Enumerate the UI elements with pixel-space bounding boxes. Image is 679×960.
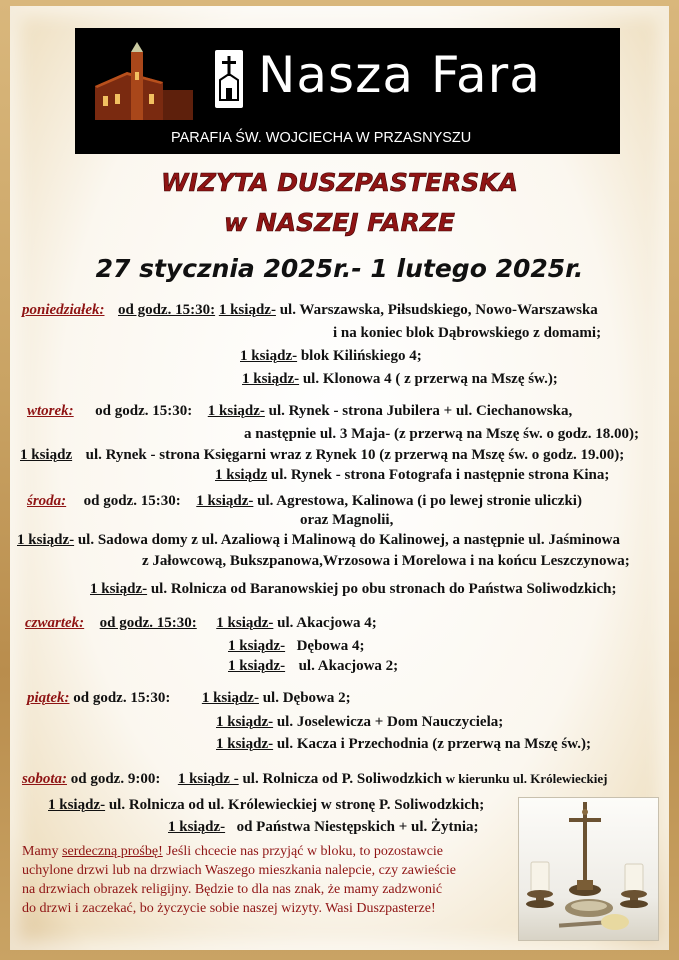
note-line-1a: Mamy	[22, 844, 63, 859]
note-line-2: uchylone drzwi lub na drzwiach Waszego mieszkania nalepcie, czy zawieście	[22, 863, 456, 878]
friday-time: od godz. 15:30:	[73, 690, 171, 706]
monday-priest-3: 1 ksiądz-	[242, 371, 300, 387]
main-subtitle: w NASZEJ FARZE	[224, 208, 455, 237]
note-line-3: na drzwiach obrazek religijny. Będzie to dla nas znak, że mamy zadzwonić	[22, 882, 443, 897]
saturday-route-2: ul. Rolnicza od ul. Królewieckiej w stronę P. Soliwodzkich;	[108, 797, 485, 813]
tuesday-priest-2: 1 ksiądz	[20, 447, 73, 463]
main-title: WIZYTA DUSZPASTERSKA	[161, 168, 518, 197]
saturday-time: od godz. 9:00:	[70, 771, 161, 787]
brand-title: Nasza Fara	[258, 46, 541, 104]
thursday-label: czwartek:	[25, 615, 85, 631]
friday-line-1	[27, 689, 351, 707]
wednesday-line-5	[90, 580, 616, 598]
monday-route-3: ul. Klonowa 4 ( z przerwą na Mszę św.);	[302, 371, 558, 387]
saturday-priest-1: 1 ksiądz -	[177, 771, 239, 787]
saturday-line-2	[48, 796, 484, 814]
date-range: 27 stycznia 2025r.- 1 lutego 2025r.	[95, 254, 584, 283]
friday-route-2: ul. Joselewicza + Dom Nauczyciela;	[276, 714, 504, 730]
parish-emblem-icon	[215, 50, 243, 108]
saturday-priest-3: 1 ksiądz-	[168, 819, 226, 835]
monday-line-4	[242, 370, 558, 388]
thursday-time: od godz. 15:30:	[99, 615, 197, 631]
friday-line-3	[216, 735, 591, 753]
note-line-1	[22, 842, 522, 861]
wednesday-line-1	[27, 492, 582, 510]
thursday-priest-3: 1 ksiądz-	[228, 658, 286, 674]
wednesday-route-2: ul. Sadowa domy z ul. Azaliową i Malinową do Kalinowej, a następnie ul. Jaśminowa	[77, 532, 620, 548]
monday-line-1	[22, 301, 598, 319]
friday-route-3: ul. Kacza i Przechodnia (z przerwą na Mszę św.);	[276, 736, 591, 752]
thursday-line-1	[25, 614, 377, 632]
saturday-label: sobota:	[22, 771, 67, 787]
wednesday-time: od godz. 15:30:	[83, 493, 181, 509]
tuesday-route-1-cont: a następnie ul. 3 Maja- (z przerwą na Mszę św. o godz. 18.00);	[244, 426, 639, 442]
thursday-route-3: ul. Akacjowa 2;	[298, 658, 399, 674]
saturday-route-1-small: w kierunku ul. Królewieckiej	[445, 771, 608, 786]
monday-route-1: ul. Warszawska, Piłsudskiego, Nowo-Warszawska	[279, 302, 598, 318]
thursday-priest-2: 1 ksiądz-	[228, 638, 286, 654]
saturday-route-3: od Państwa Niestępskich + ul. Żytnia;	[236, 819, 479, 835]
wednesday-route-2-cont: z Jałowcową, Bukszpanowa,Wrzosowa i Morelowa i na końcu Leszczynowa;	[142, 553, 630, 569]
tuesday-line-3	[20, 446, 624, 464]
monday-priest-2: 1 ksiądz-	[240, 348, 298, 364]
wednesday-priest-2: 1 ksiądz-	[17, 532, 75, 548]
altar-items-photo	[518, 797, 659, 941]
wednesday-route-1-cont: oraz Magnolii,	[300, 512, 394, 528]
monday-label: poniedziałek:	[22, 302, 105, 318]
thursday-route-1: ul. Akacjowa 4;	[277, 615, 377, 631]
monday-time: od godz. 15:30:	[118, 302, 216, 318]
friday-line-2	[216, 713, 503, 731]
monday-line-3	[240, 347, 422, 365]
tuesday-route-2: ul. Rynek - strona Księgarni wraz z Rynek 10 (z przerwą na Mszę św. o godz. 19.00);	[85, 447, 625, 463]
tuesday-time: od godz. 15:30:	[95, 403, 193, 419]
monday-route-1-cont: i na koniec blok Dąbrowskiego z domami;	[333, 325, 602, 341]
header-banner	[75, 28, 620, 154]
tuesday-route-3: ul. Rynek - strona Fotografa i następnie strona Kina;	[270, 467, 610, 483]
saturday-line-1	[22, 770, 607, 788]
tuesday-line-4	[215, 466, 609, 484]
thursday-line-3	[228, 657, 398, 675]
note-line-4: do drzwi i zaczekać, bo życzycie sobie naszej wizyty. Wasi Duszpasterze!	[22, 901, 436, 916]
monday-priest-1: 1 ksiądz-	[218, 302, 276, 318]
monday-route-2: blok Kilińskiego 4;	[300, 348, 422, 364]
tuesday-priest-1: 1 ksiądz-	[207, 403, 265, 419]
note-request: serdeczną prośbę!	[62, 844, 163, 859]
wednesday-route-1: ul. Agrestowa, Kalinowa (i po lewej stronie uliczki)	[257, 493, 582, 509]
friday-route-1: ul. Dębowa 2;	[262, 690, 351, 706]
wednesday-line-3	[17, 531, 620, 549]
church-photo	[87, 42, 199, 122]
tuesday-label: wtorek:	[27, 403, 74, 419]
wednesday-priest-3: 1 ksiądz-	[90, 581, 148, 597]
saturday-route-1: ul. Rolnicza od P. Soliwodzkich	[242, 771, 442, 787]
friday-priest-3: 1 ksiądz-	[216, 736, 274, 752]
friday-priest-2: 1 ksiądz-	[216, 714, 274, 730]
friday-priest-1: 1 ksiądz-	[201, 690, 259, 706]
saturday-priest-2: 1 ksiądz-	[48, 797, 106, 813]
wednesday-label: środa:	[27, 493, 67, 509]
tuesday-line-1	[27, 402, 572, 420]
saturday-line-3	[168, 818, 479, 836]
tuesday-priest-3: 1 ksiądz	[215, 467, 268, 483]
note-line-1c: Jeśli chcecie nas przyjąć w bloku, to pozostawcie	[162, 844, 444, 859]
wednesday-priest-1: 1 ksiądz-	[196, 493, 254, 509]
thursday-priest-1: 1 ksiądz-	[216, 615, 274, 631]
thursday-route-2: Dębowa 4;	[296, 638, 365, 654]
wednesday-route-3: ul. Rolnicza od Baranowskiej po obu stronach do Państwa Soliwodzkich;	[150, 581, 617, 597]
friday-label: piątek:	[27, 690, 70, 706]
thursday-line-2	[228, 637, 365, 655]
tuesday-route-1: ul. Rynek - strona Jubilera + ul. Ciechanowska,	[268, 403, 573, 419]
closing-note	[22, 842, 522, 918]
parish-name: PARAFIA ŚW. WOJCIECHA W PRZASNYSZU	[171, 130, 472, 146]
